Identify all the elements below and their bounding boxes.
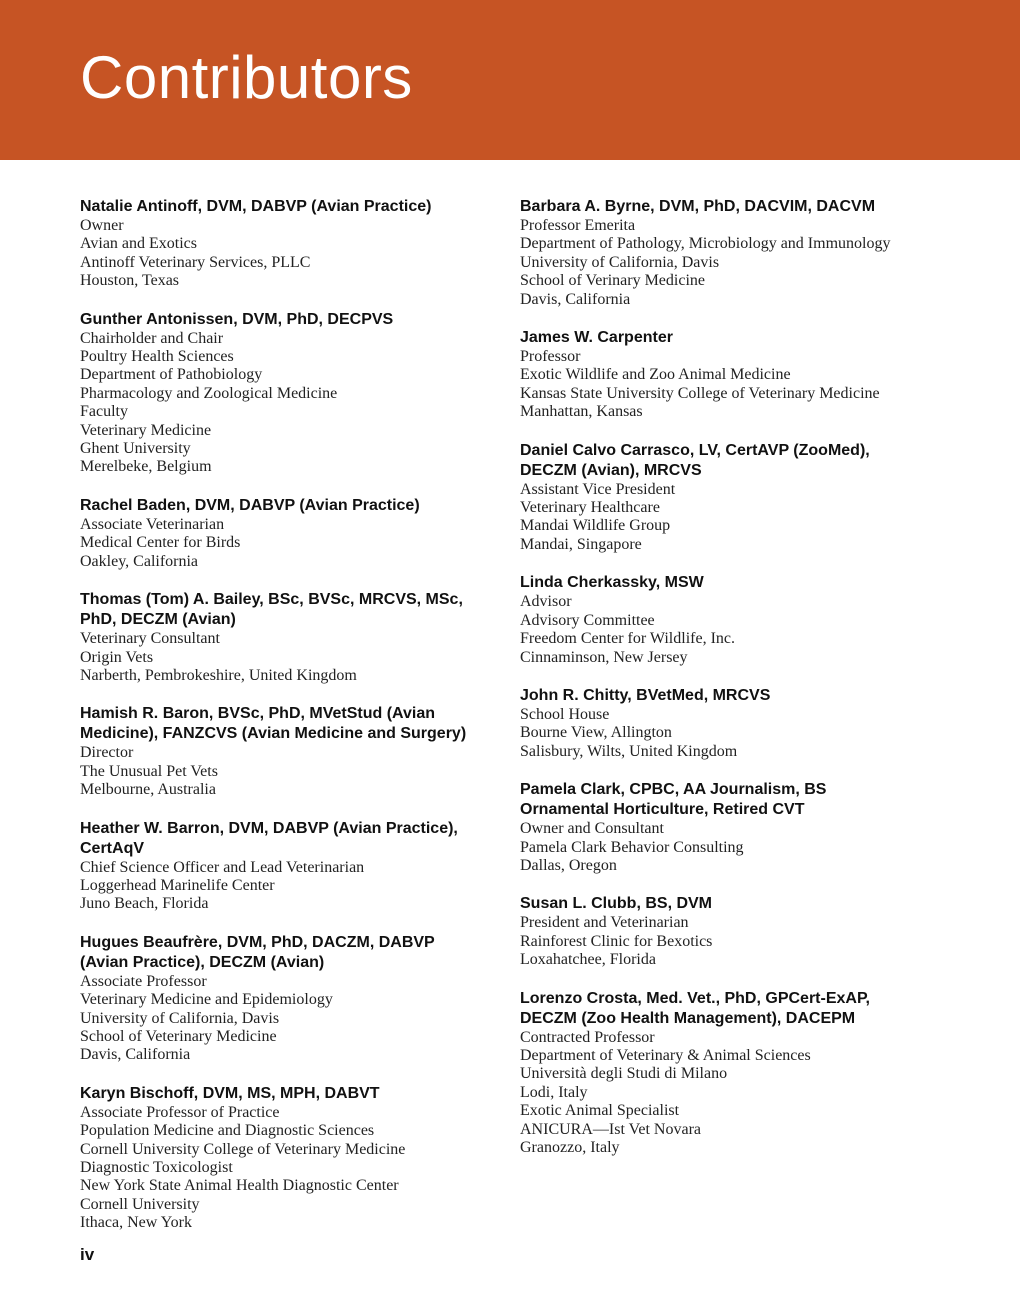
contributor-entry xyxy=(80,1084,500,1233)
affiliation-line: New York State Animal Health Diagnostic Center xyxy=(80,1177,399,1195)
affiliation-line: Bourne View, Allington xyxy=(520,724,672,742)
affiliation-line: Melbourne, Australia xyxy=(80,781,216,799)
affiliation-line: Houston, Texas xyxy=(80,272,180,290)
contributor-name: Barbara A. Byrne, DVM, PhD, DACVIM, DACVM xyxy=(520,198,876,215)
affiliation-line: Ghent University xyxy=(80,440,191,458)
contributor-entry xyxy=(80,310,500,477)
affiliation-line: Faculty xyxy=(80,403,128,421)
affiliation-line: Veterinary Consultant xyxy=(80,630,220,648)
affiliation-line: Advisory Committee xyxy=(520,611,655,629)
affiliation-line: Medical Center for Birds xyxy=(80,534,241,552)
affiliation-line: President and Veterinarian xyxy=(520,914,689,932)
affiliation-line: Antinoff Veterinary Services, PLLC xyxy=(80,253,311,271)
contributor-name: Gunther Antonissen, DVM, PhD, DECPVS xyxy=(80,310,394,328)
affiliation-line: University of California, Davis xyxy=(80,1009,280,1027)
contributor-entry xyxy=(80,704,500,799)
contributor-entry xyxy=(520,197,940,309)
affiliation-line: Associate Professor xyxy=(80,972,207,990)
affiliation-line: Merelbeke, Belgium xyxy=(80,458,212,476)
affiliation-line: Veterinary Medicine xyxy=(80,421,212,439)
affiliation-line: Ithaca, New York xyxy=(80,1214,192,1232)
affiliation-line: Granozzo, Italy xyxy=(520,1139,620,1156)
affiliation-line: ANICURA—Ist Vet Novara xyxy=(520,1120,702,1138)
affiliation-line: Advisor xyxy=(520,593,572,611)
page-title: Contributors xyxy=(80,44,413,111)
contributor-name: Thomas (Tom) A. Bailey, BSc, BVSc, MRCVS, MSc, PhD, DECZM (Avian) xyxy=(80,591,463,629)
contributor-name: Heather W. Barron, DVM, DABVP (Avian Practice), CertAqV xyxy=(80,819,458,857)
contributor-name: Daniel Calvo Carrasco, LV, CertAVP (ZooMed), DECZM (Avian), MRCVS xyxy=(520,441,870,479)
affiliation-line: Population Medicine and Diagnostic Sciences xyxy=(80,1122,375,1140)
affiliation-line: Chief Science Officer and Lead Veterinarian xyxy=(80,858,365,876)
affiliation-line: Rainforest Clinic for Bexotics xyxy=(520,932,713,950)
contributor-name: Karyn Bischoff, DVM, MS, MPH, DABVT xyxy=(80,1084,380,1102)
affiliation-line: Kansas State University College of Veterinary Medicine xyxy=(520,384,880,402)
affiliation-line: Veterinary Medicine and Epidemiology xyxy=(80,991,333,1009)
affiliation-line: School of Veterinary Medicine xyxy=(80,1027,277,1045)
contributor-name: Hugues Beaufrère, DVM, PhD, DACZM, DABVP (Avian Practice), DECZM (Avian) xyxy=(80,933,435,971)
affiliation-line: Professor Emerita xyxy=(520,217,636,234)
contributor-name: Pamela Clark, CPBC, AA Journalism, BS Ornamental Horticulture, Retired CVT xyxy=(520,781,827,819)
affiliation-line: Freedom Center for Wildlife, Inc. xyxy=(520,630,735,648)
affiliation-line: Cornell University xyxy=(80,1195,200,1213)
affiliation-line: Manhattan, Kansas xyxy=(520,403,643,421)
contributors-column-left xyxy=(80,197,500,1252)
affiliation-line: Associate Veterinarian xyxy=(80,515,225,533)
affiliation-line: Chairholder and Chair xyxy=(80,329,224,347)
contributor-name: James W. Carpenter xyxy=(520,329,673,347)
contributor-entry xyxy=(520,894,940,969)
affiliation-line: Owner and Consultant xyxy=(520,820,664,838)
affiliation-line: Department of Pathobiology xyxy=(80,366,263,384)
contributors-column-right xyxy=(520,197,940,1176)
header-banner xyxy=(0,0,1020,160)
contributor-name: Hamish R. Baron, BVSc, PhD, MVetStud (Avian Medicine), FANZCVS (Avian Medicine and Surgery) xyxy=(80,705,467,743)
affiliation-line: Professor xyxy=(520,348,581,366)
contributor-entry xyxy=(520,573,940,667)
affiliation-line: Loxahatchee, Florida xyxy=(520,951,656,969)
contributor-entry xyxy=(80,933,500,1065)
contributor-entry xyxy=(520,780,940,875)
affiliation-line: Exotic Wildlife and Zoo Animal Medicine xyxy=(520,366,791,384)
affiliation-line: Mandai, Singapore xyxy=(520,535,642,553)
contributor-entry xyxy=(520,328,940,422)
affiliation-line: Director xyxy=(80,744,134,762)
affiliation-line: Mandai Wildlife Group xyxy=(520,517,671,535)
affiliation-line: Pamela Clark Behavior Consulting xyxy=(520,838,744,856)
affiliation-line: Cornell University College of Veterinary Medicine xyxy=(80,1140,406,1158)
affiliation-line: Davis, California xyxy=(80,1046,191,1064)
affiliation-line: Exotic Animal Specialist xyxy=(520,1102,680,1120)
affiliation-line: School of Verinary Medicine xyxy=(520,272,705,290)
contributor-entry xyxy=(520,686,940,761)
contributor-entry xyxy=(520,989,940,1158)
affiliation-line: Department of Pathology, Microbiology and Immunology xyxy=(520,235,891,253)
affiliation-line: Diagnostic Toxicologist xyxy=(80,1159,233,1176)
affiliation-line: Salisbury, Wilts, United Kingdom xyxy=(520,742,738,760)
affiliation-line: Loggerhead Marinelife Center xyxy=(80,876,275,894)
affiliation-line: University of California, Davis xyxy=(520,253,720,271)
affiliation-line: Juno Beach, Florida xyxy=(80,895,209,913)
contributor-entry xyxy=(80,197,500,291)
affiliation-line: Veterinary Healthcare xyxy=(520,499,660,517)
affiliation-line: Davis, California xyxy=(520,290,631,308)
affiliation-line: Origin Vets xyxy=(80,648,154,666)
affiliation-line: Contracted Professor xyxy=(520,1028,655,1046)
affiliation-line: Owner xyxy=(80,217,124,234)
affiliation-line: Università degli Studi di Milano xyxy=(520,1065,728,1083)
contributor-name: Susan L. Clubb, BS, DVM xyxy=(520,895,713,913)
contributor-name: Linda Cherkassky, MSW xyxy=(520,574,704,592)
contributor-entry xyxy=(80,819,500,914)
affiliation-line: Dallas, Oregon xyxy=(520,856,617,874)
affiliation-line: Lodi, Italy xyxy=(520,1083,588,1101)
contributor-entry xyxy=(80,496,500,571)
contributor-name: John R. Chitty, BVetMed, MRCVS xyxy=(520,686,771,704)
contributor-entry xyxy=(520,441,940,555)
contributor-name: Rachel Baden, DVM, DABVP (Avian Practice) xyxy=(80,496,420,514)
affiliation-line: Assistant Vice President xyxy=(520,480,676,498)
contributor-entry xyxy=(80,590,500,685)
page-number: iv xyxy=(80,1245,95,1264)
contributor-name: Natalie Antinoff, DVM, DABVP (Avian Practice) xyxy=(80,198,432,215)
contributor-name: Lorenzo Crosta, Med. Vet., PhD, GPCert-ExAP, DECZM (Zoo Health Management), DACEPM xyxy=(520,989,870,1027)
affiliation-line: Oakley, California xyxy=(80,552,199,570)
affiliation-line: Avian and Exotics xyxy=(80,235,198,253)
affiliation-line: Pharmacology and Zoological Medicine xyxy=(80,384,338,402)
affiliation-line: Narberth, Pembrokeshire, United Kingdom xyxy=(80,666,357,684)
affiliation-line: Associate Professor of Practice xyxy=(80,1103,280,1121)
affiliation-line: Poultry Health Sciences xyxy=(80,348,234,366)
affiliation-line: The Unusual Pet Vets xyxy=(80,762,218,780)
affiliation-line: Department of Veterinary & Animal Sciences xyxy=(520,1046,811,1064)
affiliation-line: School House xyxy=(520,705,610,723)
affiliation-line: Cinnaminson, New Jersey xyxy=(520,648,688,666)
